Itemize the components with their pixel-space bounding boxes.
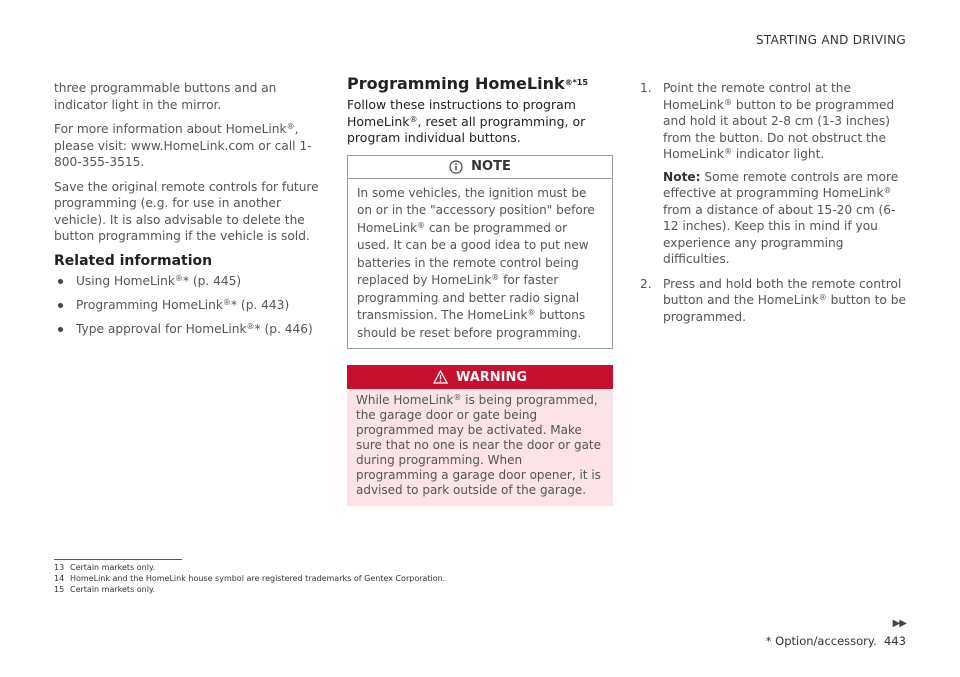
note-body: In some vehicles, the ignition must be on or in the "accessory position" before HomeLink® can be programmed or used. It can be a good idea to put new batteries in the remote control being replaced by HomeLink® for faster programming and better radio signal transmission. The HomeLink® buttons should be reset before programming. — [357, 185, 595, 340]
related-link-using[interactable]: Using HomeLink®* (p. 445) — [54, 273, 320, 289]
step-1: 1. Point the remote control at the HomeLink® button to be programmed and hold it about 2-8 cm (1-3 inches) from the button. Do not obstruct the HomeLink® indicator light. Note: Some remote controls are more effective at programming HomeLink® from a distance of about 15-20 cm (6-12 inches). Keep this in mind if you experience any programming difficulties. — [640, 80, 910, 268]
related-info-heading: Related information — [54, 252, 213, 269]
page-title: Programming HomeLink$^{®*15}$ — [347, 74, 588, 93]
note-header: NOTE — [348, 156, 612, 179]
paragraph-more-info: For more information about HomeLink®, please visit: www.HomeLink.com or call 1-800-355-3515. — [54, 122, 312, 169]
related-link-programming[interactable]: Programming HomeLink®* (p. 443) — [54, 297, 320, 313]
step-2: 2. Press and hold both the remote control button and the HomeLink® button to be programmed. — [640, 276, 906, 324]
section-header: STARTING AND DRIVING — [755, 33, 906, 47]
steps-list — [640, 80, 910, 325]
page-number: 443 — [884, 634, 906, 648]
column-right — [640, 80, 910, 333]
paragraph-save-remotes: Save the original remote controls for future programming (e.g. for use in another vehicle). It is also advisable to delete the button programming if the vehicle is sold. — [54, 179, 319, 243]
footnote-divider — [54, 559, 182, 560]
bullet-icon — [58, 279, 63, 284]
warning-box — [347, 365, 613, 506]
paragraph-intro: three programmable buttons and an indicator light in the mirror. — [54, 81, 277, 112]
column-left — [54, 80, 320, 345]
warning-body: While HomeLink® is being programmed, the garage door or gate being programmed may be activated. Make sure that no one is near the door or gate during programming. When programming a garage door opener, it is advised to park outside of the garage. — [356, 393, 602, 497]
warning-triangle-icon — [433, 370, 448, 384]
note-box — [347, 155, 613, 350]
step-1-note: Note: Some remote controls are more effective at programming HomeLink® from a distance of about 15-20 cm (6-12 inches). Keep this in mind if you experience any programming difficulties. — [663, 169, 899, 266]
column-middle — [347, 74, 613, 506]
page-footer: * Option/accessory. 443 — [765, 634, 906, 648]
continue-arrows-icon: ▶▶ — [892, 618, 906, 629]
related-link-type-approval[interactable]: Type approval for HomeLink®* (p. 446) — [54, 321, 320, 337]
bullet-icon — [58, 327, 63, 332]
warning-header: WARNING — [347, 365, 613, 389]
footnote-13: 13 Certain markets only. — [54, 563, 156, 572]
info-icon — [449, 160, 463, 174]
footnote-15: 15 Certain markets only. — [54, 585, 156, 594]
bullet-icon — [58, 303, 63, 308]
related-links — [54, 273, 320, 337]
footnote-14: 14 HomeLink and the HomeLink house symbol are registered trademarks of Gentex Corporation. — [54, 574, 446, 583]
intro-text: Follow these instructions to program HomeLink®, reset all programming, or program individual buttons. — [347, 97, 586, 145]
